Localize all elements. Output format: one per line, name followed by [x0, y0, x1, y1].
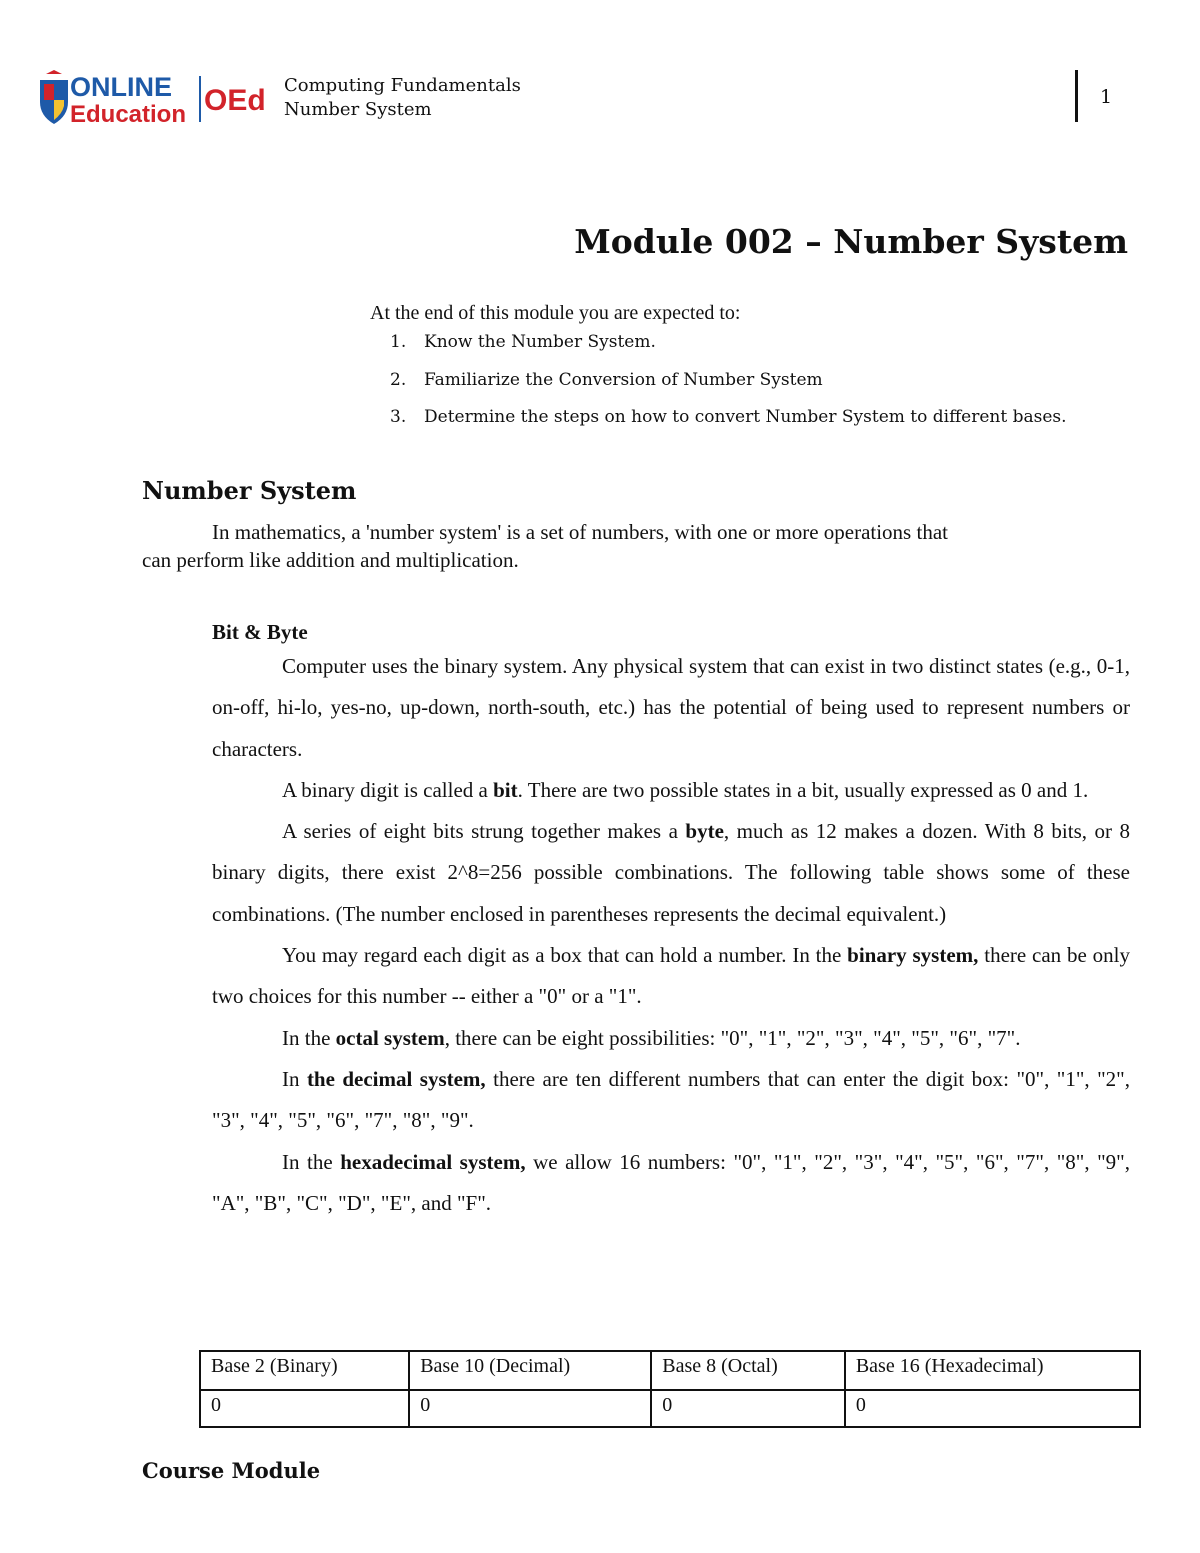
objective-item: 2. Familiarize the Conversion of Number System [390, 370, 823, 390]
logo-text-online: ONLINE [70, 72, 173, 102]
objective-item: 3. Determine the steps on how to convert Number System to different bases. [390, 407, 1067, 427]
objectives-intro: At the end of this module you are expected to: [370, 302, 741, 324]
footer-course-module: Course Module [142, 1458, 321, 1483]
table-row [200, 1390, 1140, 1427]
table-cell: 0 [651, 1390, 845, 1427]
table-cell: 0 [409, 1390, 651, 1427]
bit-byte-body [212, 646, 1130, 1224]
paragraph: A series of eight bits strung together makes a byte, much as 12 makes a dozen. With 8 bits, or 8 binary digits, there exist 2^8=256 possible combinations. The following table shows some of these combinations. (The number enclosed in parentheses represents the decimal equivalent.) [212, 819, 1130, 926]
number-system-intro: In mathematics, a 'number system' is a set of numbers, with one or more operations that can perform like addition and multiplication. [142, 520, 948, 572]
table-header-cell: Base 2 (Binary) [200, 1351, 409, 1390]
module-title: Module 002 – Number System [574, 222, 1128, 261]
objective-item: 1. Know the Number System. [390, 332, 656, 352]
paragraph: In the decimal system, there are ten different numbers that can enter the digit box: "0", "1", "2", "3", "4", "5", "6", "7", "8", "9". [212, 1066, 1130, 1133]
header-divider [1075, 70, 1078, 122]
table-cell: 0 [200, 1390, 409, 1427]
course-name: Computing Fundamentals [284, 75, 521, 96]
logo-badge-oed: OEd [204, 84, 266, 117]
page-number: 1 [1100, 86, 1113, 108]
table-header-cell: Base 8 (Octal) [651, 1351, 845, 1390]
paragraph: In the hexadecimal system, we allow 16 numbers: "0", "1", "2", "3", "4", "5", "6", "7", "8", "9", "A", "B", "C", "D", "E", and "F". [212, 1149, 1131, 1215]
subheading-bit-byte: Bit & Byte [212, 620, 308, 644]
online-education-logo [38, 70, 274, 126]
paragraph: You may regard each digit as a box that can hold a number. In the binary system, there can be only two choices for this number -- either a "0" or a "1". [212, 943, 1130, 1009]
paragraph: Computer uses the binary system. Any physical system that can exist in two distinct states (e.g., 0-1, on-off, hi-lo, yes-no, up-down, north-south, etc.) has the potential of being used to represent numbers or characters. [212, 654, 1130, 761]
table-header-row [200, 1351, 1140, 1390]
number-base-table [199, 1350, 1141, 1428]
header-text [284, 74, 521, 122]
paragraph: A binary digit is called a bit. There are two possible states in a bit, usually expressed as 0 and 1. [282, 777, 1089, 802]
table-header-cell: Base 16 (Hexadecimal) [845, 1351, 1140, 1390]
table-header-cell: Base 10 (Decimal) [409, 1351, 651, 1390]
topic-name: Number System [284, 99, 432, 120]
table-cell: 0 [845, 1390, 1140, 1427]
section-heading-number-system: Number System [142, 476, 357, 505]
paragraph: In the octal system, there can be eight possibilities: "0", "1", "2", "3", "4", "5", "6", "7". [282, 1025, 1021, 1050]
crest-icon [40, 70, 68, 124]
logo-text-education: Education [70, 101, 187, 126]
